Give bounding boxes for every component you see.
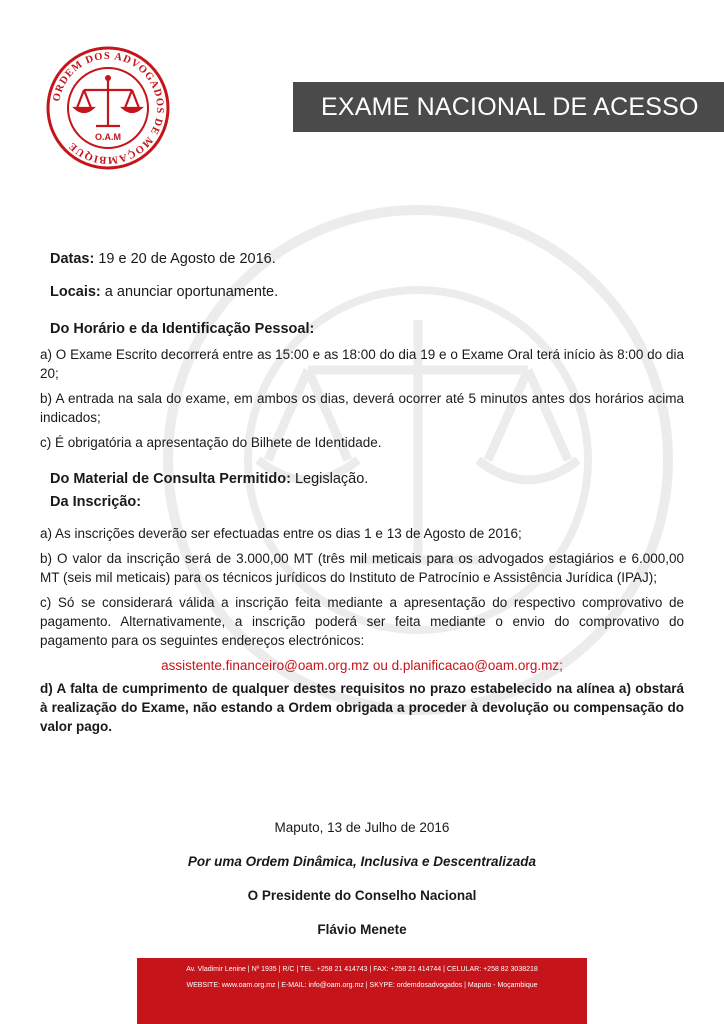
registration-item-c: c) Só se considerará válida a inscrição feita mediante a apresentação do respectivo comprovativo de pagamento. Alternativamente, a inscrição poderá ser feita mediante o envio do comprovativo do pagamento para os seguintes endereços electrónicos: xyxy=(40,595,684,648)
material-value: Legislação. xyxy=(294,471,369,487)
dates-label: Datas: xyxy=(50,251,95,267)
signer-name: Flávio Menete xyxy=(317,922,407,937)
places-label: Locais: xyxy=(50,284,101,300)
page-title: EXAME NACIONAL DE ACESSO xyxy=(321,92,699,121)
registration-item-d: d) A falta de cumprimento de qualquer destes requisitos no prazo estabelecido na alínea a) obstará à realização do Exame, não estando a Ordem obrigada a proceder à devolução ou compensação do valor pago. xyxy=(40,681,684,734)
schedule-item-a: a) O Exame Escrito decorrerá entre as 15:00 e as 18:00 do dia 19 e o Exame Oral terá início às 8:00 do dia 20; xyxy=(40,347,684,381)
footer-contact-bar xyxy=(137,958,587,1024)
document-body xyxy=(40,250,684,742)
oam-logo-seal xyxy=(44,44,172,172)
registration-item-a: a) As inscrições deverão ser efectuadas entre os dias 1 e 13 de Agosto de 2016; xyxy=(40,526,522,541)
place-date: Maputo, 13 de Julho de 2016 xyxy=(274,820,450,835)
registration-heading: Da Inscrição: xyxy=(50,494,142,510)
motto: Por uma Ordem Dinâmica, Inclusiva e Descentralizada xyxy=(187,854,537,869)
logo-ring-text: ORDEM DOS ADVOGADOS DE MOÇAMBIQUE xyxy=(51,50,166,166)
material-line xyxy=(40,470,684,489)
footer-address-line: Av. Vladimir Lenine | Nº 1935 | R/C | TEL. +258 21 414743 | FAX: +258 21 414744 | CELULAR: +258 82 3038218 xyxy=(186,966,538,973)
registration-emails: assistente.financeiro@oam.org.mz ou d.planificacao@oam.org.mz; xyxy=(161,658,563,673)
schedule-heading: Do Horário e da Identificação Pessoal: xyxy=(50,321,315,337)
signer-title: O Presidente do Conselho Nacional xyxy=(247,888,477,903)
dates-line xyxy=(40,250,684,269)
schedule-item-b: b) A entrada na sala do exame, em ambos os dias, deverá ocorrer até 5 minutos antes dos horários acima indicados; xyxy=(40,391,684,425)
material-label: Do Material de Consulta Permitido: xyxy=(50,471,291,487)
footer-web-line: WEBSITE: www.oam.org.mz | E-MAIL: info@oam.org.mz | SKYPE: ordemdosadvogados | Maputo - Moçambique xyxy=(186,982,538,989)
header-title-band xyxy=(293,82,724,132)
schedule-item-c: c) É obrigatória a apresentação do Bilhete de Identidade. xyxy=(40,435,382,450)
places-value: a anunciar oportunamente. xyxy=(104,284,279,300)
registration-item-b: b) O valor da inscrição será de 3.000,00 MT (três mil meticais para os advogados estagiários e 6.000,00 MT (seis mil meticais) para os técnicos jurídicos do Instituto de Patrocínio e Assistência Jurídica (IPAJ); xyxy=(40,551,684,585)
places-line xyxy=(40,283,684,302)
logo-abbr: O.A.M xyxy=(95,132,121,142)
dates-value: 19 e 20 de Agosto de 2016. xyxy=(98,251,276,267)
